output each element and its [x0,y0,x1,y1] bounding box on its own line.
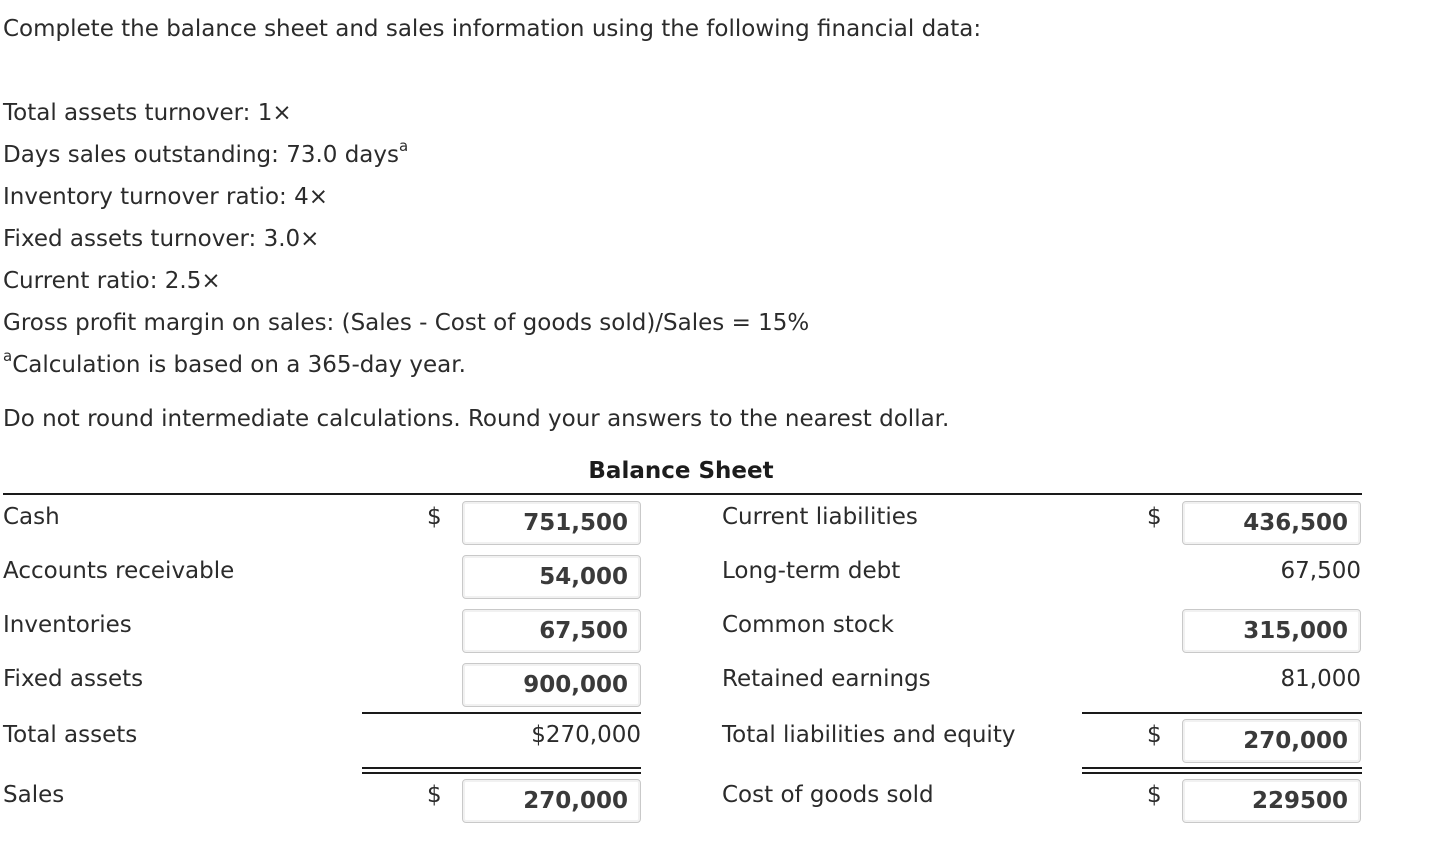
retained-earnings-value: 81,000 [1280,666,1361,692]
total-liabilities-equity-input[interactable]: 270,000 [1182,719,1361,763]
cogs-input[interactable]: 229500 [1182,779,1361,823]
cash-input[interactable]: 751,500 [462,501,641,545]
cogs-label: Cost of goods sold [722,782,934,808]
common-stock-label: Common stock [722,612,894,638]
current-liabilities-input[interactable]: 436,500 [1182,501,1361,545]
fixed-assets-input[interactable]: 900,000 [462,663,641,707]
footnote-marker: a [399,137,409,156]
subtotal-rule [362,712,641,714]
total-double-rule [1082,772,1362,774]
currency-symbol: $ [427,504,442,530]
ratio-total-assets-turnover: Total assets turnover: 1× [3,100,292,126]
footnote: $^a$Calculation is based on a 365-day year. [3,347,466,378]
ratio-fixed-assets-turnover: Fixed assets turnover: 3.0× [3,226,320,252]
total-double-rule [362,767,641,769]
currency-symbol: $ [1147,722,1162,748]
retained-earnings-label: Retained earnings [722,666,931,692]
currency-symbol: $ [1147,782,1162,808]
common-stock-input[interactable]: 315,000 [1182,609,1361,653]
footnote-marker: a [3,347,13,366]
total-liabilities-equity-label: Total liabilities and equity [722,722,1016,748]
currency-symbol: $ [1147,504,1162,530]
sales-label: Sales [3,782,65,808]
instruction-text: Complete the balance sheet and sales information using the following financial data: [3,16,982,42]
total-assets-value: $270,000 [531,722,641,748]
current-liabilities-label: Current liabilities [722,504,918,530]
subtotal-rule [1082,712,1362,714]
inventories-label: Inventories [3,612,132,638]
ratio-current-ratio: Current ratio: 2.5× [3,268,221,294]
accounts-receivable-label: Accounts receivable [3,558,235,584]
fixed-assets-label: Fixed assets [3,666,144,692]
inventories-input[interactable]: 67,500 [462,609,641,653]
accounts-receivable-input[interactable]: 54,000 [462,555,641,599]
total-double-rule [1082,767,1362,769]
cash-label: Cash [3,504,60,530]
sales-input[interactable]: 270,000 [462,779,641,823]
long-term-debt-label: Long-term debt [722,558,901,584]
top-rule [3,493,1362,495]
long-term-debt-value: 67,500 [1280,558,1361,584]
ratio-gross-profit-margin: Gross profit margin on sales: (Sales - Cost of goods sold)/Sales = 15% [3,310,810,336]
total-assets-label: Total assets [3,722,138,748]
rounding-note: Do not round intermediate calculations. Round your answers to the nearest dollar. [3,406,950,432]
ratio-inventory-turnover: Inventory turnover ratio: 4× [3,184,328,210]
ratio-days-sales-outstanding: Days sales outstanding: 73.0 days$^a$ [3,137,409,168]
balance-sheet-title: Balance Sheet [588,458,774,484]
total-double-rule [362,772,641,774]
currency-symbol: $ [427,782,442,808]
